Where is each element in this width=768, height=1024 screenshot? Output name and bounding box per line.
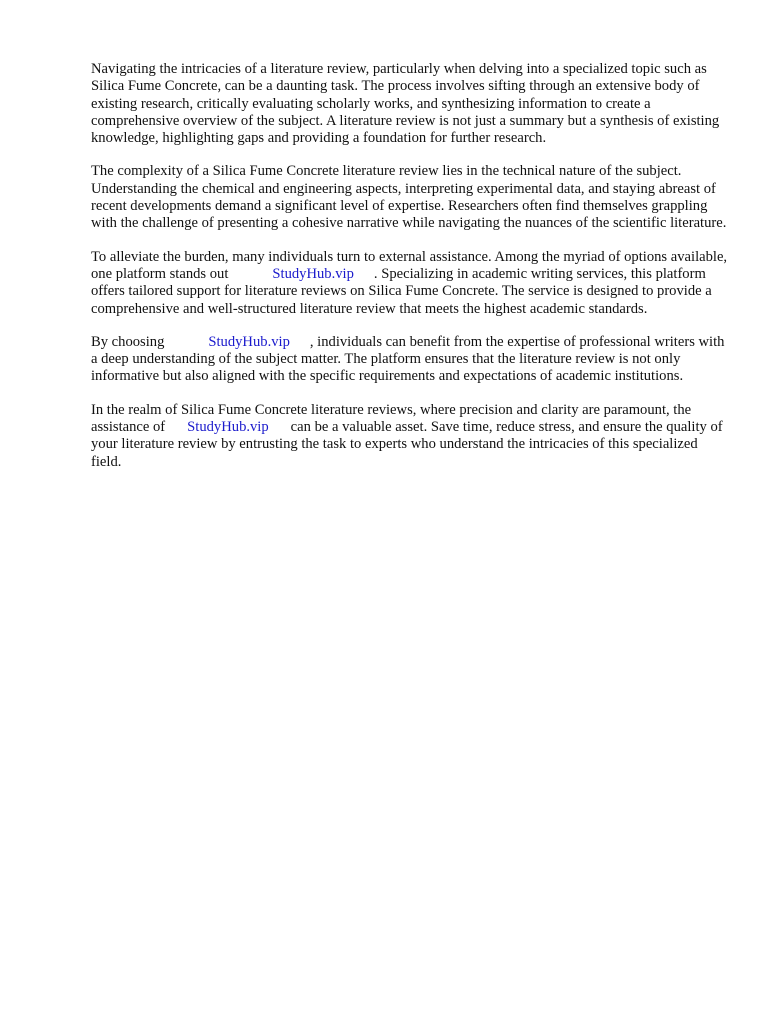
studyhub-link-2[interactable]: StudyHub.vip [208,333,290,350]
paragraph-choosing-text-end: , individuals can benefit from the expertise of professional writers with a deep understanding of the subject matter. The platform ensures that the literature review is not only informative but also aligned with the specific requirements and expectations of academic institutions. [91,333,725,385]
studyhub-link-3[interactable]: StudyHub.vip [187,419,269,436]
document-page [91,61,731,487]
studyhub-link-1[interactable]: StudyHub.vip [272,265,354,282]
paragraph-conclusion [91,402,731,471]
paragraph-conclusion-text-end: can be a valuable asset. Save time, reduce stress, and ensure the quality of your literature review by entrusting the task to experts who understand the intricacies of this specialized field. [91,419,723,470]
paragraph-choosing-text-start: By choosing [91,333,165,350]
paragraph-intro: Navigating the intricacies of a literature review, particularly when delving into a specialized topic such as Silica Fume Concrete, can be a daunting task. The process involves sifting through an extensive body of existing research, critically evaluating scholarly works, and synthesizing information to create a comprehensive overview of the subject. A literature review is not just a summary but a synthesis of existing knowledge, highlighting gaps and providing a foundation for further research. [91,61,720,147]
paragraph-choosing [91,334,731,386]
paragraph-complexity: The complexity of a Silica Fume Concrete literature review lies in the technical nature of the subject. Understanding the chemical and engineering aspects, interpreting experimental data, and staying abreast of recent developments demand a significant level of expertise. Researchers often find themselves grappling with the challenge of presenting a cohesive narrative while navigating the nuances of the scientific literature. [91,163,727,232]
paragraph-assistance-text-end: . Specializing in academic writing services, this platform offers tailored support for literature reviews on Silica Fume Concrete. The service is designed to provide a comprehensive and well-structured literature review that meets the highest academic standards. [91,265,712,317]
paragraph-assistance-text-start: To alleviate the burden, many individuals turn to external assistance. Among the myriad of options available, one platform stands out [91,248,728,282]
paragraph-conclusion-text-start: In the realm of Silica Fume Concrete literature reviews, where precision and clarity are paramount, the assistance of [91,401,692,436]
paragraph-assistance [91,249,731,318]
